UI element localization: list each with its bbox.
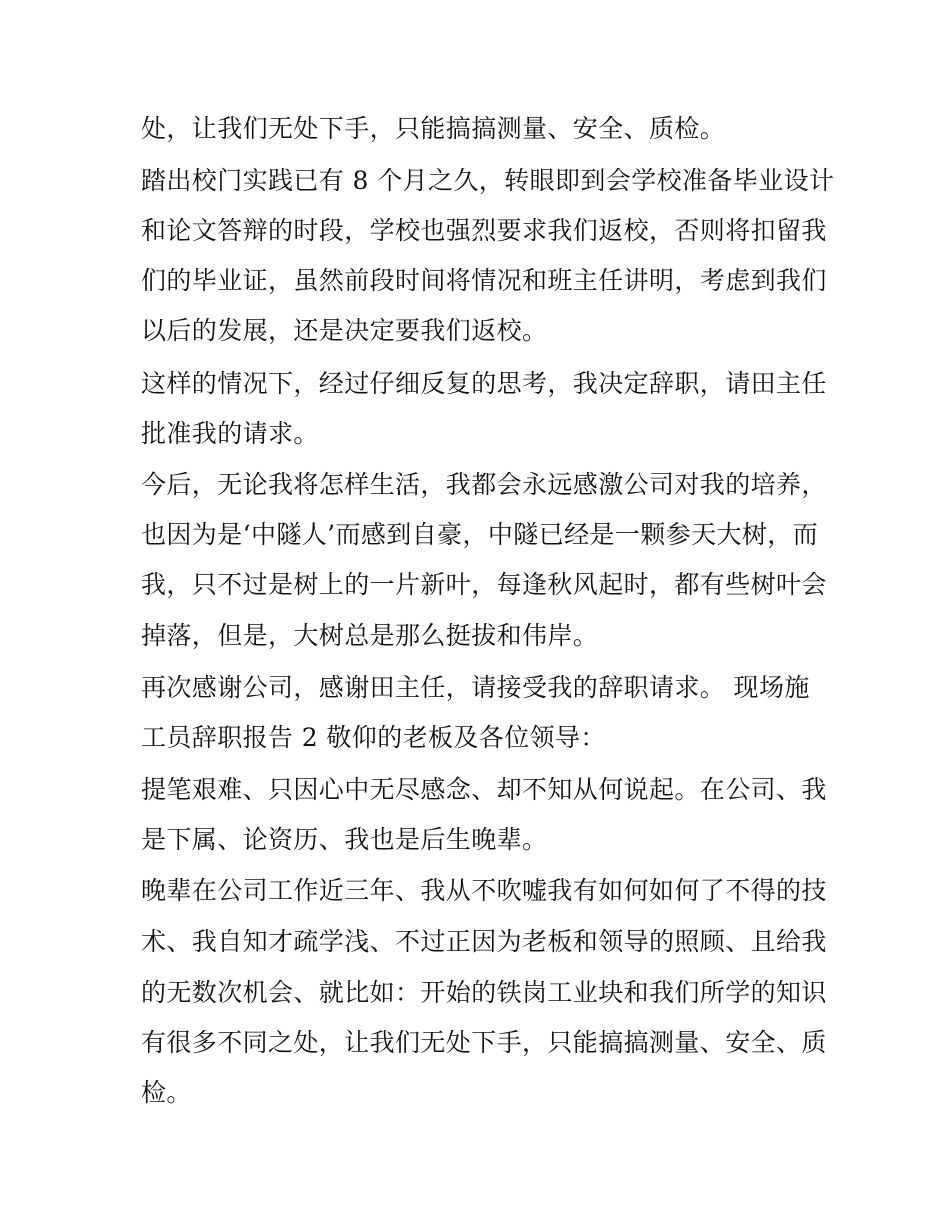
text-line: 的无数次机会、就比如：开始的铁岗工业块和我们所学的知识: [141, 978, 827, 1007]
text-line: 和论文答辩的时段，学校也强烈要求我们返校，否则将扣留我: [141, 216, 827, 245]
text-line: 检。: [141, 1078, 192, 1107]
text-line: 我，只不过是树上的一片新叶，每逢秋风起时，都有些树叶会: [141, 570, 827, 599]
text-line: 也因为是‘中隧人’而感到自豪，中隧已经是一颗参天大树，而: [141, 520, 819, 549]
text-line: 是下属、论资历、我也是后生晚辈。: [141, 825, 548, 854]
text-line: 批准我的请求。: [141, 419, 319, 448]
text-line: 今后，无论我将怎样生活，我都会永远感激公司对我的培养，: [141, 470, 827, 499]
text-line: 处，让我们无处下手，只能搞搞测量、安全、质检。: [141, 114, 726, 143]
text-line: 掉落，但是，大树总是那么挺拔和伟岸。: [141, 621, 599, 650]
text-line: 再次感谢公司，感谢田主任，请接受我的辞职请求。 现场施: [141, 673, 810, 702]
text-line: 提笔艰难、只因心中无尽感念、却不知从何说起。在公司、我: [141, 775, 827, 804]
text-line: 术、我自知才疏学浅、不过正因为老板和领导的照顾、且给我: [141, 927, 827, 956]
text-line: 有很多不同之处，让我们无处下手，只能搞搞测量、安全、质: [141, 1028, 827, 1057]
text-line: 工员辞职报告 2 敬仰的老板及各位领导：: [141, 723, 606, 752]
text-line: 这样的情况下，经过仔细反复的思考，我决定辞职，请田主任: [141, 369, 827, 398]
text-line: 以后的发展，还是决定要我们返校。: [141, 316, 548, 345]
text-line: 踏出校门实践已有 8 个月之久，转眼即到会学校准备毕业设计: [141, 166, 835, 195]
text-line: 晚辈在公司工作近三年、我从不吹嘘我有如何如何了不得的技: [141, 876, 827, 905]
text-line: 们的毕业证，虽然前段时间将情况和班主任讲明，考虑到我们: [141, 266, 827, 295]
